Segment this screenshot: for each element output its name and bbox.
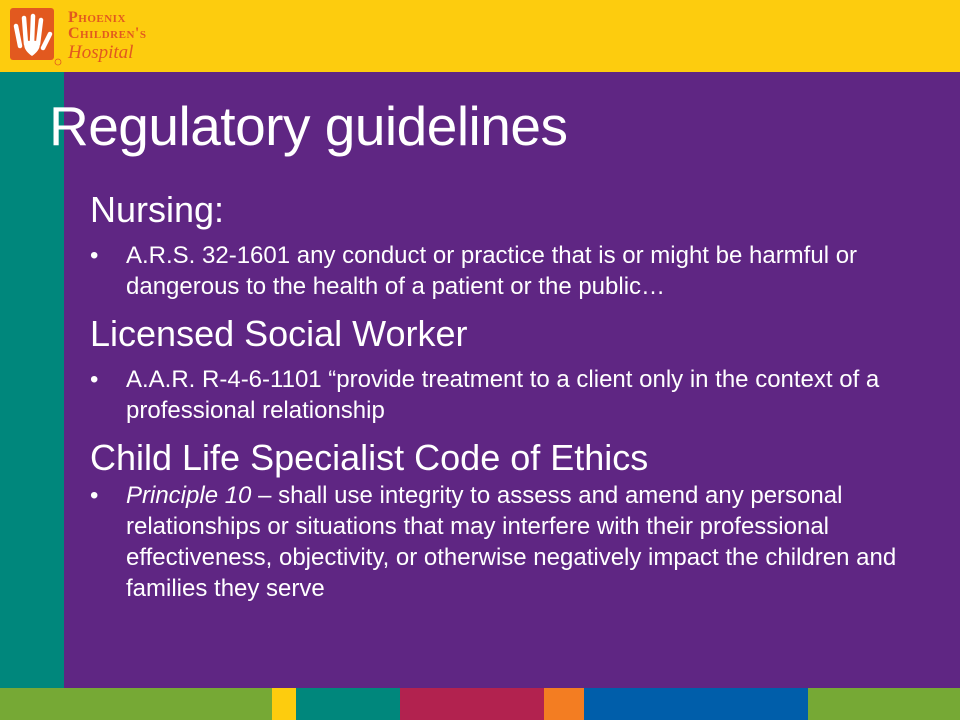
bottom-segment <box>272 688 296 720</box>
section-child-life <box>90 436 920 604</box>
logo-line-phoenix: Phoenix <box>68 9 126 26</box>
section-heading: Licensed Social Worker <box>90 313 468 354</box>
top-banner <box>0 0 960 72</box>
slide-content <box>90 188 920 604</box>
bottom-segment <box>544 688 584 720</box>
bottom-segment <box>400 688 544 720</box>
bottom-segment <box>808 688 960 720</box>
bottom-segment <box>296 688 400 720</box>
section-heading: Nursing: <box>90 189 225 230</box>
section-heading: Child Life Specialist Code of Ethics <box>90 437 649 478</box>
bottom-color-bar <box>0 688 960 720</box>
bullet-item <box>90 240 920 302</box>
bottom-segment <box>0 688 272 720</box>
logo-line-childrens: Children's <box>68 25 147 42</box>
bullet-item <box>90 480 920 604</box>
bullet-item <box>90 364 920 426</box>
bullet-dot: • <box>90 366 99 393</box>
logo-wordmark <box>68 10 146 62</box>
section-social-worker <box>90 312 920 426</box>
bullet-text <box>126 482 896 602</box>
hospital-logo <box>8 6 178 68</box>
principle-text: – shall use integrity to assess and amend any personal relationships or situations that may interfere with their professional effectiveness, objectivity, or otherwise negatively impact the children and families they serve <box>126 482 897 602</box>
section-nursing <box>90 188 920 302</box>
slide-title: Regulatory guidelines <box>49 95 568 157</box>
bullet-text: A.R.S. 32-1601 any conduct or practice that is or might be harmful or dangerous to the health of a patient or the public… <box>126 242 858 300</box>
logo-line-hospital: Hospital <box>68 42 134 63</box>
hand-heart-logo-icon <box>8 6 64 66</box>
bullet-dot: • <box>90 242 99 269</box>
bullet-text: A.A.R. R-4-6-1101 “provide treatment to a client only in the context of a professional relationship <box>126 366 880 424</box>
principle-label: Principle 10 <box>126 482 252 509</box>
bottom-segment <box>584 688 808 720</box>
left-accent-stripe <box>0 72 64 688</box>
bullet-dot: • <box>90 482 99 509</box>
